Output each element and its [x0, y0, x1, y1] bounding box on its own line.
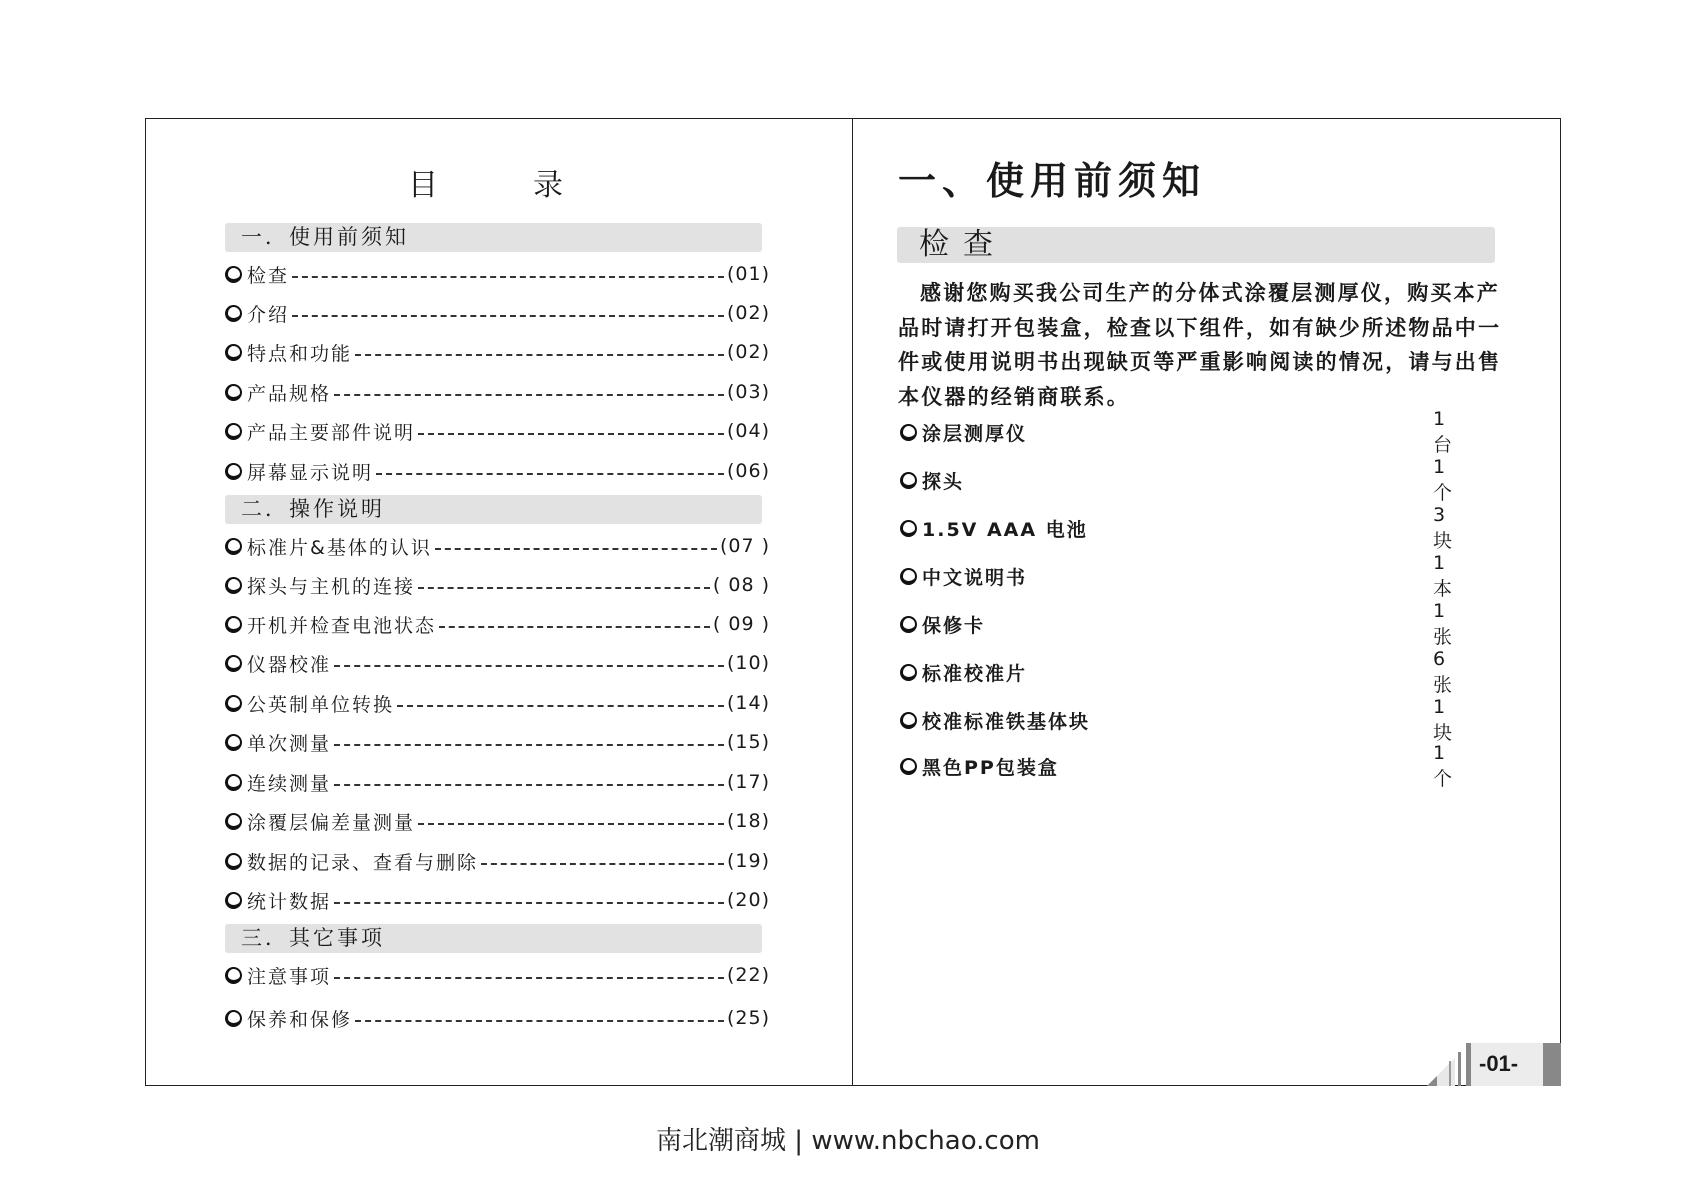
dot-leader [334, 902, 724, 904]
toc-entry-label: 检查 [247, 264, 290, 287]
bullet-icon [225, 266, 242, 283]
bullet-icon [225, 655, 242, 672]
package-item-quantity: 1张 [1433, 599, 1455, 648]
package-item-quantity: 3块 [1433, 503, 1455, 552]
toc-entry-label: 开机并检查电池状态 [247, 614, 437, 637]
section-header-check: 检查 [897, 227, 1495, 263]
toc-section-header: 二．操作说明 [225, 495, 762, 524]
bullet-icon [900, 520, 917, 537]
package-item-label: 校准标准铁基体块 [922, 710, 1091, 733]
package-item [900, 695, 1460, 744]
bullet-icon [225, 423, 242, 440]
toc-entry-page: (17) [726, 771, 770, 793]
toc-entry-label: 屏幕显示说明 [247, 461, 374, 484]
dot-leader [397, 705, 724, 707]
page-number: -01- [1479, 1051, 1519, 1076]
toc-entry[interactable] [225, 650, 770, 676]
toc-entry-page: (07 ) [719, 535, 770, 557]
toc-entry[interactable] [225, 808, 770, 834]
bullet-icon [225, 853, 242, 870]
toc-entry-label: 介绍 [247, 303, 290, 326]
dot-leader [418, 823, 724, 825]
bullet-icon [225, 813, 242, 830]
bullet-icon [900, 568, 917, 585]
dot-leader [292, 315, 724, 317]
toc-entry-label: 保养和保修 [247, 1008, 353, 1031]
toc-entry-page: (25) [726, 1007, 770, 1029]
toc-entry-label: 注意事项 [247, 965, 332, 988]
package-item [900, 647, 1460, 696]
toc-entry-label: 单次测量 [247, 732, 332, 755]
package-item-label: 中文说明书 [922, 566, 1028, 589]
bullet-icon [225, 384, 242, 401]
toc-entry-page: (10) [726, 652, 770, 674]
toc-entry-label: 产品主要部件说明 [247, 421, 416, 444]
bullet-icon [225, 463, 242, 480]
toc-entry-label: 涂覆层偏差量测量 [247, 811, 416, 834]
bullet-icon [225, 538, 242, 555]
toc-title-part1: 目 [408, 168, 440, 203]
toc-entry[interactable] [225, 611, 770, 637]
package-item-label: 探头 [922, 470, 965, 493]
toc-entry-page: ( 09 ) [712, 613, 770, 635]
toc-entry-label: 标准片&基体的认识 [247, 536, 432, 559]
bullet-icon [225, 774, 242, 791]
dot-leader [418, 433, 724, 435]
dot-leader [481, 863, 724, 865]
package-item-label: 1.5V AAA 电池 [922, 518, 1088, 541]
toc-entry[interactable] [225, 379, 770, 405]
toc-entry-page: (03) [726, 381, 770, 403]
package-item-label: 涂层测厚仪 [922, 422, 1028, 445]
dot-leader [355, 354, 724, 356]
package-item-label: 保修卡 [922, 614, 986, 637]
toc-entry[interactable] [225, 887, 770, 913]
dot-leader [334, 784, 724, 786]
toc-entry[interactable] [225, 690, 770, 716]
bullet-icon [225, 577, 242, 594]
toc-entry-page: (02) [726, 341, 770, 363]
toc-entry-label: 产品规格 [247, 382, 332, 405]
toc-entry[interactable] [225, 339, 770, 365]
bullet-icon [225, 616, 242, 633]
toc-entry[interactable] [225, 848, 770, 874]
bullet-icon [225, 1010, 242, 1027]
toc-entry-page: (04) [726, 420, 770, 442]
bullet-icon [900, 424, 917, 441]
bullet-icon [225, 892, 242, 909]
dot-leader [292, 276, 724, 278]
toc-entry-label: 仪器校准 [247, 653, 332, 676]
package-item-label: 黑色PP包装盒 [922, 756, 1059, 779]
dot-leader [355, 1020, 724, 1022]
package-item [900, 503, 1460, 552]
dot-leader [376, 473, 724, 475]
dot-leader [334, 744, 724, 746]
bullet-icon [225, 734, 242, 751]
package-item-quantity: 1本 [1433, 551, 1455, 600]
package-item-quantity: 6张 [1433, 647, 1455, 696]
toc-entry-label: 特点和功能 [247, 342, 353, 365]
dot-leader [334, 665, 724, 667]
toc-entry[interactable] [225, 300, 770, 326]
dot-leader [334, 977, 724, 979]
toc-entry[interactable] [225, 418, 770, 444]
footer-watermark: 南北潮商城 | www.nbchao.com [656, 1126, 1040, 1156]
toc-entry-page: (18) [726, 810, 770, 832]
toc-entry-page: (06) [726, 460, 770, 482]
dot-leader [418, 587, 710, 589]
toc-entry-label: 统计数据 [247, 890, 332, 913]
package-item-label: 标准校准片 [922, 662, 1028, 685]
toc-entry-page: (14) [726, 692, 770, 714]
bullet-icon [900, 712, 917, 729]
toc-entry-page: (19) [726, 850, 770, 872]
toc-entry-page: (15) [726, 731, 770, 753]
toc-entry[interactable] [225, 962, 770, 988]
package-item [900, 741, 1460, 790]
package-item-quantity: 1个 [1433, 741, 1455, 790]
bullet-icon [900, 616, 917, 633]
toc-entry[interactable] [225, 572, 770, 598]
package-item [900, 455, 1460, 504]
intro-paragraph: 感谢您购买我公司生产的分体式涂覆层测厚仪，购买本产品时请打开包装盒，检查以下组件，如有缺少所述物品中一件或使用说明书出现缺页等严重影响阅读的情况，请与出售本仪器的经销商联系。 [898, 281, 1502, 409]
toc-entry[interactable] [225, 533, 770, 559]
bullet-icon [225, 695, 242, 712]
package-item-quantity: 1台 [1433, 407, 1455, 456]
package-item [900, 407, 1460, 456]
toc-entry[interactable] [225, 769, 770, 795]
toc-section-header: 三．其它事项 [225, 924, 762, 953]
package-item [900, 599, 1460, 648]
toc-entry-page: (01) [726, 263, 770, 285]
toc-entry[interactable] [225, 1005, 770, 1031]
toc-entry-label: 公英制单位转换 [247, 693, 395, 716]
dot-leader [439, 626, 710, 628]
toc-entry[interactable] [225, 261, 770, 287]
package-item [900, 551, 1460, 600]
toc-entry-page: ( 08 ) [712, 574, 770, 596]
dot-leader [334, 394, 724, 396]
bullet-icon [225, 344, 242, 361]
toc-entry-label: 探头与主机的连接 [247, 575, 416, 598]
toc-entry-page: (02) [726, 302, 770, 324]
toc-entry-label: 连续测量 [247, 772, 332, 795]
bullet-icon [225, 305, 242, 322]
bullet-icon [225, 967, 242, 984]
bullet-icon [900, 664, 917, 681]
toc-title-part2: 录 [533, 168, 565, 203]
package-item-quantity: 1个 [1433, 455, 1455, 504]
page-divider [852, 118, 853, 1086]
toc-section-header: 一．使用前须知 [225, 223, 762, 252]
package-item-quantity: 1块 [1433, 695, 1455, 744]
bullet-icon [900, 758, 917, 775]
toc-entry[interactable] [225, 729, 770, 755]
toc-entry-page: (20) [726, 889, 770, 911]
page-number-tab [1427, 1041, 1561, 1086]
chapter-title: 一、使用前须知 [898, 159, 1207, 203]
bullet-icon [900, 472, 917, 489]
dot-leader [435, 548, 717, 550]
toc-entry-page: (22) [726, 964, 770, 986]
toc-entry[interactable] [225, 458, 770, 484]
toc-entry-label: 数据的记录、查看与删除 [247, 851, 479, 874]
